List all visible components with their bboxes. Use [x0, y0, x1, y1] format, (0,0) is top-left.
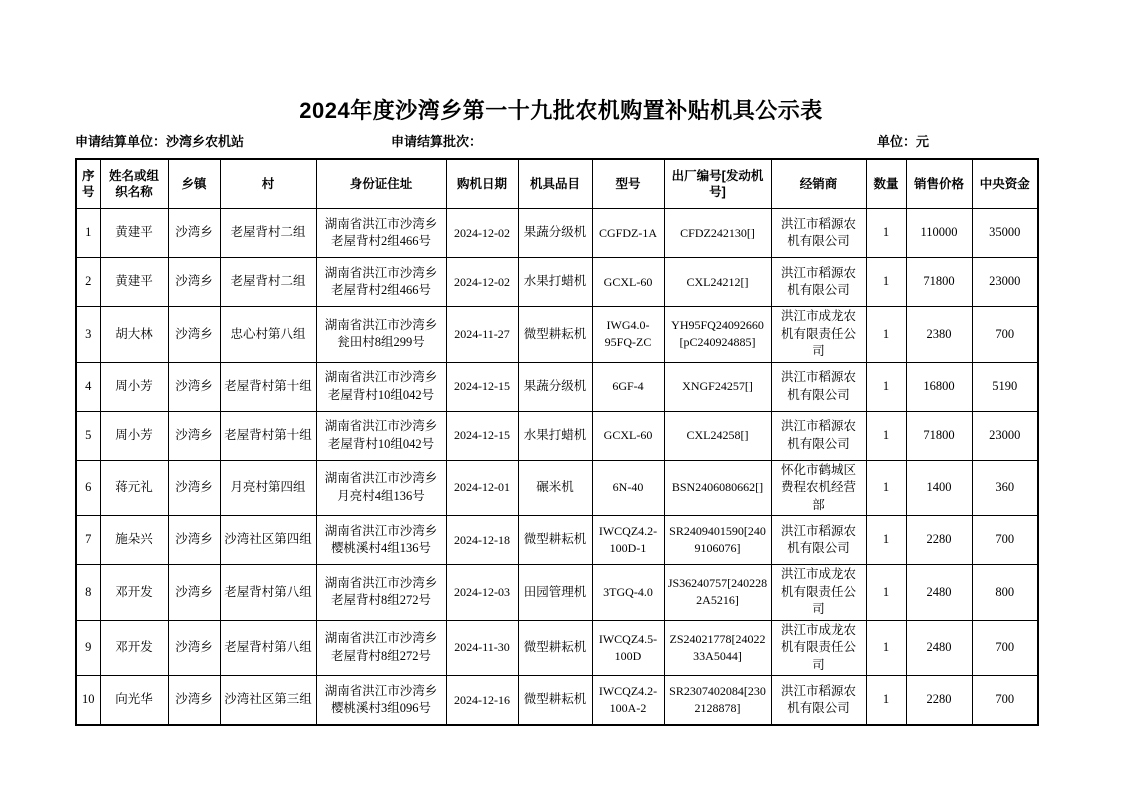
table-cell: 老屋背村第十组: [220, 411, 316, 460]
table-cell: 忠心村第八组: [220, 307, 316, 363]
table-cell: ZS24021778[2402233A5044]: [664, 620, 771, 676]
table-cell: 2380: [906, 307, 972, 363]
table-cell: 700: [972, 307, 1038, 363]
table-cell: 洪江市稻源农机有限公司: [771, 209, 866, 258]
column-header: 销售价格: [906, 159, 972, 209]
unit-label: 单位：元: [877, 134, 930, 149]
page-title: 2024年度沙湾乡第一十九批农机购置补贴机具公示表: [299, 98, 823, 123]
table-cell: 沙湾乡: [168, 516, 220, 565]
table-cell: 湖南省洪江市沙湾乡老屋背村10组042号: [316, 411, 446, 460]
table-cell: 3TGQ-4.0: [592, 565, 664, 621]
table-cell: IWCQZ4.2-100A-2: [592, 676, 664, 726]
table-cell: 6N-40: [592, 460, 664, 516]
table-row: [76, 620, 1038, 676]
table-cell: 1: [866, 411, 906, 460]
column-header: 购机日期: [446, 159, 518, 209]
table-header: [76, 159, 1038, 209]
settlement-unit-label: 申请结算单位：沙湾乡农机站: [75, 134, 245, 149]
table-cell: 湖南省洪江市沙湾乡老屋背村2组466号: [316, 209, 446, 258]
table-cell: 1: [866, 209, 906, 258]
table-cell: 1: [866, 516, 906, 565]
table-cell: 1: [866, 258, 906, 307]
table-cell: YH95FQ24092660[pC240924885]: [664, 307, 771, 363]
table-cell: 洪江市成龙农机有限责任公司: [771, 620, 866, 676]
table-cell: CXL24258[]: [664, 411, 771, 460]
table-cell: 向光华: [100, 676, 168, 726]
table-cell: GCXL-60: [592, 411, 664, 460]
table-cell: 湖南省洪江市沙湾乡老屋背村10组042号: [316, 362, 446, 411]
table-cell: 2280: [906, 516, 972, 565]
table-cell: 5190: [972, 362, 1038, 411]
table-cell: BSN2406080662[]: [664, 460, 771, 516]
table-cell: 老屋背村二组: [220, 258, 316, 307]
table-cell: 胡大林: [100, 307, 168, 363]
table-cell: 1: [866, 565, 906, 621]
table-cell: 洪江市稻源农机有限公司: [771, 516, 866, 565]
column-header: 型号: [592, 159, 664, 209]
table-cell: GCXL-60: [592, 258, 664, 307]
table-cell: 老屋背村二组: [220, 209, 316, 258]
table-cell: CXL24212[]: [664, 258, 771, 307]
table-cell: 9: [76, 620, 100, 676]
table-cell: 700: [972, 676, 1038, 726]
table-cell: 71800: [906, 258, 972, 307]
table-cell: 月亮村第四组: [220, 460, 316, 516]
table-cell: 1: [866, 460, 906, 516]
table-row: [76, 209, 1038, 258]
table-cell: 沙湾乡: [168, 362, 220, 411]
column-header: 数量: [866, 159, 906, 209]
table-cell: 湖南省洪江市沙湾乡老屋背村8组272号: [316, 565, 446, 621]
table-cell: 2024-12-03: [446, 565, 518, 621]
table-cell: SR2409401590[2409106076]: [664, 516, 771, 565]
column-header: 姓名或组织名称: [100, 159, 168, 209]
table-cell: 田园管理机: [518, 565, 592, 621]
table-cell: 邓开发: [100, 620, 168, 676]
table-cell: 沙湾乡: [168, 307, 220, 363]
table-cell: 2280: [906, 676, 972, 726]
table-cell: 洪江市稻源农机有限公司: [771, 362, 866, 411]
table-cell: 2480: [906, 620, 972, 676]
table-cell: 2024-12-02: [446, 258, 518, 307]
table-cell: 洪江市稻源农机有限公司: [771, 411, 866, 460]
table-cell: 沙湾乡: [168, 460, 220, 516]
table-cell: 湖南省洪江市沙湾乡樱桃溪村3组096号: [316, 676, 446, 726]
table-row: [76, 362, 1038, 411]
column-header: 身份证住址: [316, 159, 446, 209]
table-cell: 水果打蜡机: [518, 258, 592, 307]
table-cell: 7: [76, 516, 100, 565]
table-cell: CFDZ242130[]: [664, 209, 771, 258]
table-cell: 2024-12-15: [446, 362, 518, 411]
table-cell: IWCQZ4.2-100D-1: [592, 516, 664, 565]
column-header: 出厂编号[发动机号]: [664, 159, 771, 209]
table-cell: 6GF-4: [592, 362, 664, 411]
table-cell: 4: [76, 362, 100, 411]
table-cell: XNGF24257[]: [664, 362, 771, 411]
table-cell: 2024-12-15: [446, 411, 518, 460]
table-cell: 2: [76, 258, 100, 307]
table-cell: 沙湾乡: [168, 565, 220, 621]
table-cell: 老屋背村第八组: [220, 565, 316, 621]
table-cell: 1: [866, 676, 906, 726]
table-cell: 微型耕耘机: [518, 516, 592, 565]
column-header: 序号: [76, 159, 100, 209]
table-cell: 35000: [972, 209, 1038, 258]
table-cell: 邓开发: [100, 565, 168, 621]
table-cell: 110000: [906, 209, 972, 258]
table-cell: 洪江市稻源农机有限公司: [771, 676, 866, 726]
table-cell: 2024-11-27: [446, 307, 518, 363]
subsidy-table: [75, 158, 1039, 726]
table-cell: 沙湾社区第三组: [220, 676, 316, 726]
table-row: [76, 516, 1038, 565]
table-cell: 360: [972, 460, 1038, 516]
table-cell: 果蔬分级机: [518, 362, 592, 411]
table-row: [76, 258, 1038, 307]
table-cell: 沙湾乡: [168, 676, 220, 726]
table-row: [76, 307, 1038, 363]
table-cell: 周小芳: [100, 362, 168, 411]
column-header: 机具品目: [518, 159, 592, 209]
column-header: 村: [220, 159, 316, 209]
table-cell: 老屋背村第八组: [220, 620, 316, 676]
table-cell: 湖南省洪江市沙湾乡月亮村4组136号: [316, 460, 446, 516]
table-cell: 微型耕耘机: [518, 307, 592, 363]
table-row: [76, 565, 1038, 621]
settlement-batch-label: 申请结算批次：: [391, 134, 483, 149]
table-cell: 1: [76, 209, 100, 258]
table-cell: 施朵兴: [100, 516, 168, 565]
table-cell: 湖南省洪江市沙湾乡樱桃溪村4组136号: [316, 516, 446, 565]
table-cell: 沙湾乡: [168, 411, 220, 460]
table-cell: 周小芳: [100, 411, 168, 460]
column-header: 经销商: [771, 159, 866, 209]
table-cell: 2024-12-16: [446, 676, 518, 726]
table-row: [76, 676, 1038, 726]
table-cell: CGFDZ-1A: [592, 209, 664, 258]
table-cell: 3: [76, 307, 100, 363]
table-row: [76, 460, 1038, 516]
table-cell: 蒋元礼: [100, 460, 168, 516]
table-cell: 沙湾乡: [168, 620, 220, 676]
table-row: [76, 411, 1038, 460]
table-cell: 沙湾乡: [168, 209, 220, 258]
table-cell: JS36240757[2402282A5216]: [664, 565, 771, 621]
table-cell: 1: [866, 620, 906, 676]
column-header: 中央资金: [972, 159, 1038, 209]
table-cell: 6: [76, 460, 100, 516]
table-cell: 2024-11-30: [446, 620, 518, 676]
table-cell: 老屋背村第十组: [220, 362, 316, 411]
table-cell: 10: [76, 676, 100, 726]
table-cell: 16800: [906, 362, 972, 411]
table-cell: 水果打蜡机: [518, 411, 592, 460]
table-cell: 微型耕耘机: [518, 676, 592, 726]
meta-row: [75, 131, 1037, 149]
table-cell: 湖南省洪江市沙湾乡瓮田村8组299号: [316, 307, 446, 363]
table-body: [76, 209, 1038, 726]
table-cell: 700: [972, 516, 1038, 565]
table-cell: 700: [972, 620, 1038, 676]
table-cell: 1: [866, 362, 906, 411]
table-cell: 23000: [972, 258, 1038, 307]
table-cell: 800: [972, 565, 1038, 621]
table-cell: IWCQZ4.5-100D: [592, 620, 664, 676]
table-cell: 洪江市成龙农机有限责任公司: [771, 307, 866, 363]
column-header: 乡镇: [168, 159, 220, 209]
table-cell: 沙湾乡: [168, 258, 220, 307]
table-cell: IWG4.0-95FQ-ZC: [592, 307, 664, 363]
table-cell: 洪江市成龙农机有限责任公司: [771, 565, 866, 621]
table-cell: 8: [76, 565, 100, 621]
table-cell: 湖南省洪江市沙湾乡老屋背村2组466号: [316, 258, 446, 307]
table-cell: 2024-12-18: [446, 516, 518, 565]
header-row: [76, 159, 1038, 209]
table-cell: 果蔬分级机: [518, 209, 592, 258]
table-cell: SR2307402084[2302128878]: [664, 676, 771, 726]
table-cell: 黄建平: [100, 258, 168, 307]
table-cell: 怀化市鹤城区费程农机经营部: [771, 460, 866, 516]
table-cell: 2480: [906, 565, 972, 621]
table-cell: 碾米机: [518, 460, 592, 516]
table-cell: 1: [866, 307, 906, 363]
table-cell: 洪江市稻源农机有限公司: [771, 258, 866, 307]
table-cell: 23000: [972, 411, 1038, 460]
table-cell: 5: [76, 411, 100, 460]
table-cell: 黄建平: [100, 209, 168, 258]
table-cell: 微型耕耘机: [518, 620, 592, 676]
table-cell: 湖南省洪江市沙湾乡老屋背村8组272号: [316, 620, 446, 676]
table-cell: 沙湾社区第四组: [220, 516, 316, 565]
table-cell: 2024-12-01: [446, 460, 518, 516]
table-cell: 71800: [906, 411, 972, 460]
table-cell: 1400: [906, 460, 972, 516]
table-cell: 2024-12-02: [446, 209, 518, 258]
